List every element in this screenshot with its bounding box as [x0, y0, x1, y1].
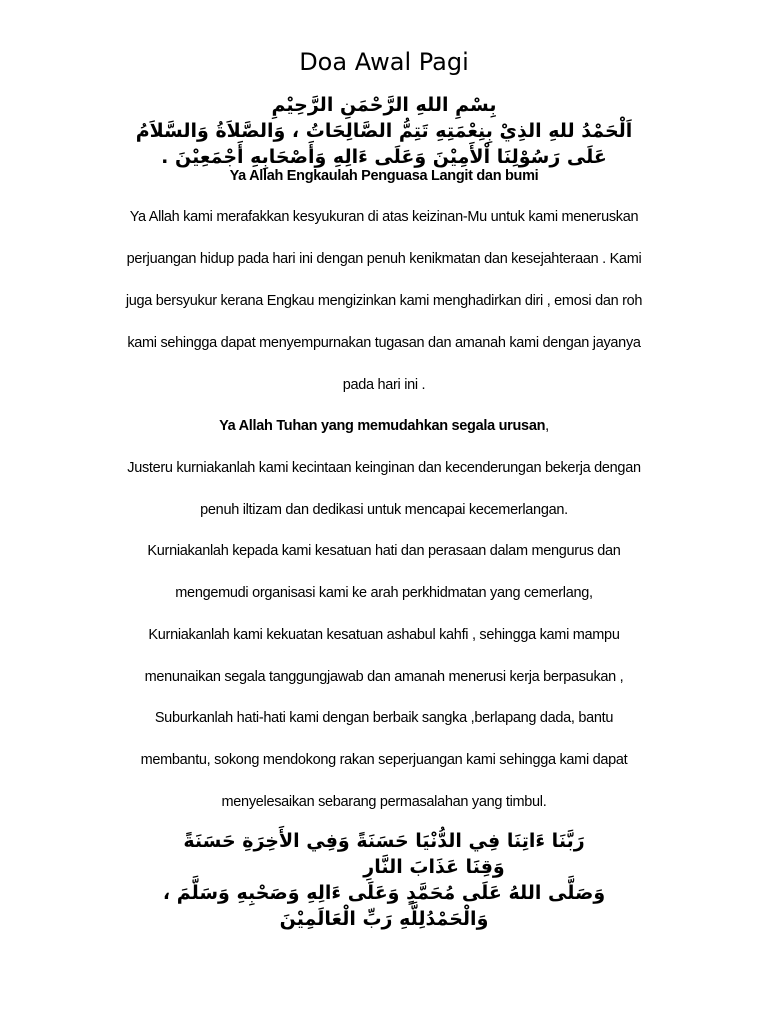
arabic-closing-line: رَبَّنَا ءَاتِنَا فِي الدُّنْيَا حَسَنَةً وَفِي الأَخِرَةِ حَسَنَةً: [183, 830, 585, 852]
paragraph-line: menunaikan segala tanggungjawab dan amanah menerusi kerja berpasukan ,: [144, 669, 624, 685]
paragraph-line: kami sehingga dapat menyempurnakan tugasan dan amanah kami dengan jayanya: [127, 335, 641, 351]
paragraph-line: perjuangan hidup pada hari ini dengan penuh kenikmatan dan kesejahteraan . Kami: [126, 251, 642, 267]
arabic-opening-line: اَلْحَمْدُ للهِ الذِيْ بِنِعْمَتِهِ تَتِمُّ الصَّالِحَاتُ ، وَالصَّلاَةُ وَالسَّلاَمُ: [135, 120, 633, 142]
page-title: Doa Awal Pagi: [299, 48, 469, 76]
paragraph-line: penuh iltizam dan dedikasi untuk mencapai kecemerlangan.: [200, 502, 568, 518]
arabic-opening: [110, 92, 658, 170]
heading-memudahkan: [60, 416, 708, 436]
paragraph-line: Ya Allah kami merafakkan kesyukuran di atas keizinan-Mu untuk kami meneruskan: [129, 209, 639, 225]
arabic-closing: [110, 828, 658, 932]
arabic-closing-line: وَصَلَّى اللهُ عَلَى مُحَمَّدٍ وَعَلَى ءَالِهِ وَصَحْبِهِ وَسَلَّمَ ،: [162, 882, 606, 904]
heading-memudahkan-comma: ,: [545, 418, 549, 434]
arabic-opening-line: بِسْمِ اللهِ الرَّحْمَنِ الرَّحِيْمِ: [271, 94, 497, 116]
paragraph-line: Kurniakanlah kepada kami kesatuan hati dan perasaan dalam mengurus dan: [147, 543, 621, 559]
paragraph-line: Kurniakanlah kami kekuatan kesatuan ashabul kahfi , sehingga kami mampu: [148, 627, 620, 643]
arabic-opening-line: عَلَى رَسُوْلِنَا اْلأَمِيْنَ وَعَلَى ءَالِهِ وَأَصْحَابِهِ أَجْمَعِيْنَ .: [161, 146, 607, 168]
paragraph-line: Justeru kurniakanlah kami kecintaan keinginan dan kecenderungan bekerja dengan: [127, 460, 641, 476]
arabic-closing-line: وَالْحَمْدُلِلَّهِ رَبِّ الْعَالَمِيْنَ: [279, 908, 489, 930]
paragraph-line: mengemudi organisasi kami ke arah perkhidmatan yang cemerlang,: [175, 585, 593, 601]
paragraph-line: pada hari ini .: [342, 377, 426, 393]
heading-penguasa: Ya Allah Engkaulah Penguasa Langit dan bumi: [229, 168, 539, 184]
paragraph-line: juga bersyukur kerana Engkau mengizinkan kami menghadirkan diri , emosi dan roh: [125, 293, 643, 309]
paragraph-line: menyelesaikan sebarang permasalahan yang timbul.: [221, 794, 547, 810]
arabic-closing-line: وَقِنَا عَذَابَ النَّارِ: [363, 856, 505, 878]
heading-memudahkan-text: Ya Allah Tuhan yang memudahkan segala urusan: [219, 418, 546, 434]
paragraph-line: Suburkanlah hati-hati kami dengan berbaik sangka ,berlapang dada, bantu: [154, 710, 614, 726]
paragraph-line: membantu, sokong mendokong rakan seperjuangan kami sehingga kami dapat: [140, 752, 628, 768]
